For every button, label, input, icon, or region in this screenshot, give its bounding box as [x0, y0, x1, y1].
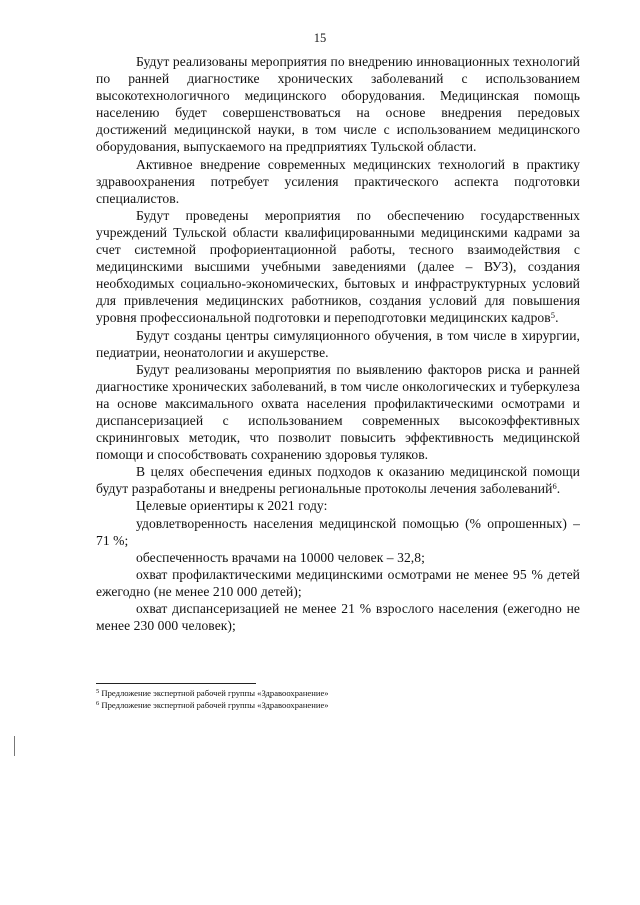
footnotes [96, 683, 580, 711]
paragraph-staffing: Будут проведены мероприятия по обеспечению государственных учреждений Тульской области квалифицированными медицинскими кадрами за счет системной профориентационной работы, тесного взаимодействия с медицинскими высшими учебными заведениями (далее – ВУЗ), создания необходимых социально-экономических, бытовых и инфраструктурных условий для привлечения медицинских работников, создания условий для повышения уровня профессиональной подготовки и переподготовки медицинских кадров$^5$. [96, 207, 580, 326]
body-text [96, 53, 580, 634]
footnote-separator [96, 683, 256, 684]
paragraph-innovations: Будут реализованы мероприятия по внедрению инновационных технологий по ранней диагностике хронических заболеваний с использованием высокотехнологичного медицинского оборудования. Медицинская помощь населению будет совершенствоваться на основе внедрения передовых достижений медицинской науки, в том числе с использованием медицинского оборудования, выпускаемого на предприятиях Тульской области. [96, 54, 580, 155]
target-satisfaction: удовлетворенность населения медицинской помощью (% опрошенных) – 71 %; [96, 515, 580, 548]
footnote-6: $^6$ Предложение экспертной рабочей группы «Здравоохранение» [96, 699, 329, 710]
target-dispensary: охват диспансеризацией не менее 21 % взрослого населения (ежегодно не менее 230 000 человек); [96, 601, 580, 634]
paragraph-protocols: В целях обеспечения единых подходов к оказанию медицинской помощи будут разработаны и внедрены региональные протоколы лечения заболеваний$^6$. [96, 464, 580, 497]
footnote-ref-5[interactable]: 5 [550, 310, 556, 321]
scan-margin-mark [14, 736, 15, 756]
footnote-ref-6[interactable]: 6 [552, 481, 557, 492]
target-doctors: обеспеченность врачами на 10000 человек – 32,8; [136, 549, 425, 565]
paragraph-risk-factors: Будут реализованы мероприятия по выявлению факторов риска и ранней диагностике хронических заболеваний, в том числе онкологических и туберкулеза на основе максимального охвата населения профилактическими осмотрами и диспансеризацией с использованием современных высокоэффективных скрининговых методик, что позволит повысить эффективность медицинской помощи и способствовать сохранению здоровья туляков. [96, 361, 580, 463]
paragraph-simulation-centers: Будут созданы центры симуляционного обучения, в том числе в хирургии, педиатрии, неонатологии и акушерстве. [96, 327, 580, 360]
page-number: 15 [313, 31, 327, 45]
targets-heading: Целевые ориентиры к 2021 году: [136, 498, 328, 514]
footnote-5: $^5$ Предложение экспертной рабочей группы «Здравоохранение» [96, 688, 329, 698]
target-child-exams: охват профилактическими медицинскими осмотрами не менее 95 % детей ежегодно (не менее 210 000 детей); [96, 566, 580, 599]
paragraph-technologies: Активное внедрение современных медицинских технологий в практику здравоохранения потребует усиления практического аспекта подготовки специалистов. [96, 156, 580, 206]
